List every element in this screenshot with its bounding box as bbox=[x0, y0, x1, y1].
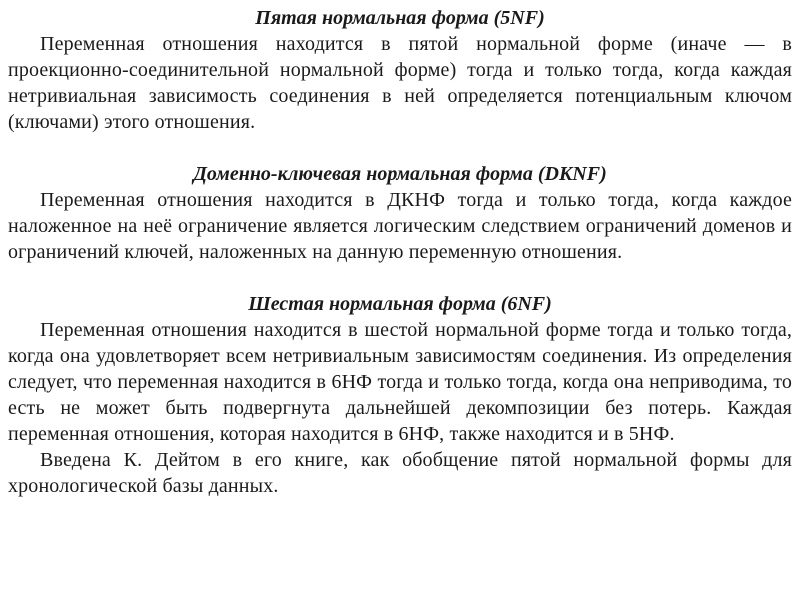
section-5nf bbox=[8, 5, 792, 135]
section-heading-5nf: Пятая нормальная форма (5NF) bbox=[255, 7, 545, 29]
document-page bbox=[8, 5, 792, 499]
section-heading-6nf: Шестая нормальная форма (6NF) bbox=[248, 293, 552, 315]
section-6nf bbox=[8, 291, 792, 499]
paragraph-5nf-definition: Переменная отношения находится в пятой нормальной форме (иначе — в проекционно-соединительной нормальной форме) тогда и только тогда, когда каждая нетривиальная зависимость соединения в ней определяется потенциальным ключом (ключами) этого отношения. bbox=[8, 33, 792, 133]
paragraph-6nf-definition: Переменная отношения находится в шестой нормальной форме тогда и только тогда, когда она удовлетворяет всем нетривиальным зависимостям соединения. Из определения следует, что переменная находится в 6НФ тогда и только тогда, когда она неприводима, то есть не может быть подвергнута дальнейшей декомпозиции без потерь. Каждая переменная отношения, которая находится в 6НФ, также находится и в 5НФ. bbox=[8, 319, 792, 445]
section-dknf bbox=[8, 161, 792, 265]
paragraph-6nf-origin: Введена К. Дейтом в его книге, как обобщение пятой нормальной формы для хронологической базы данных. bbox=[8, 449, 792, 497]
paragraph-dknf-definition: Переменная отношения находится в ДКНФ тогда и только тогда, когда каждое наложенное на неё ограничение является логическим следствием ограничений доменов и ограничений ключей, наложенных на данную переменную отношения. bbox=[8, 189, 792, 263]
section-heading-dknf: Доменно-ключевая нормальная форма (DKNF) bbox=[193, 163, 607, 185]
